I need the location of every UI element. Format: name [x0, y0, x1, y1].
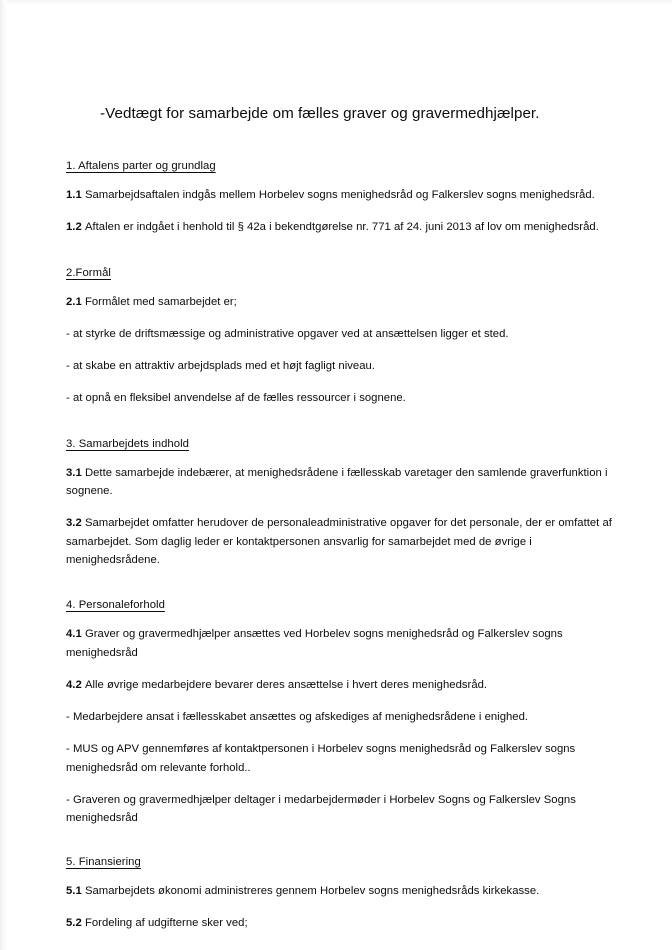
document-section [66, 438, 614, 569]
paragraph [66, 464, 614, 501]
document-section [66, 160, 614, 237]
paragraph-number: 3.1 [66, 466, 85, 479]
bullet-item [66, 325, 614, 343]
paragraph [66, 514, 614, 569]
paragraph-number: 5.1 [66, 884, 85, 897]
section-heading: 5. Finansiering [66, 855, 141, 868]
bullet-text: - at opnå en fleksibel anvendelse af de fælles ressourcer i sognene. [66, 392, 406, 405]
paragraph-number: 4.1 [66, 628, 85, 641]
bullet-text: - at skabe en attraktiv arbejdsplads med et højt fagligt niveau. [66, 360, 375, 373]
paragraph-number: 4.2 [66, 678, 85, 691]
section-heading: 3. Samarbejdets indhold [66, 437, 189, 450]
paragraph [66, 676, 614, 694]
bullet-item [66, 357, 614, 375]
paragraph [66, 293, 614, 311]
bullet-item [66, 791, 614, 828]
document-section [66, 267, 614, 408]
paragraph-text: Samarbejdets økonomi administreres gennem Horbelev sogns menighedsråds kirkekasse. [84, 884, 540, 897]
paragraph-number: 3.2 [66, 517, 85, 530]
bullet-text: - MUS og APV gennemføres af kontaktpersonen i Horbelev sogns menighedsråd og Falkerslev sogns menighedsråd om relevante forhold.. [66, 743, 576, 774]
paragraph-number: 1.1 [66, 189, 85, 201]
paragraph [66, 218, 614, 236]
document-title: -Vedtægt for samarbejde om fælles graver og gravermedhjælper. [100, 105, 540, 122]
paragraph-text: Graver og gravermedhjælper ansættes ved Horbelev sogns menighedsråd og Falkerslev sogns menighedsråd [66, 628, 563, 659]
document-section [66, 856, 614, 933]
paragraph-text: Aftalen er indgået i henhold til § 42a i bekendtgørelse nr. 771 af 24. juni 2013 af lov om menighedsråd. [84, 221, 599, 234]
document-body [66, 160, 614, 932]
paragraph-text: Fordeling af udgifterne sker ved; [84, 916, 248, 929]
paragraph-number: 5.2 [66, 916, 85, 929]
paragraph [66, 186, 614, 204]
bullet-item [66, 740, 614, 777]
paragraph [66, 882, 614, 900]
bullet-text: - Graveren og gravermedhjælper deltager i medarbejdermøder i Horbelev Sogns og Falkerslev Sogns menighedsråd [66, 794, 576, 825]
paragraph-number: 2.1 [66, 295, 85, 308]
document-section [66, 599, 614, 827]
paragraph-text: Formålet med samarbejdet er; [84, 295, 237, 308]
bullet-item [66, 708, 614, 726]
paragraph [66, 625, 614, 662]
paragraph-text: Samarbejdet omfatter herudover de personaleadministrative opgaver for det personale, der er omfattet af samarbejdet. Som daglig leder er kontaktpersonen ansvarlig for samarbejdet med de øvrige i menighedsrådene. [66, 517, 612, 566]
section-heading: 4. Personaleforhold [66, 599, 165, 612]
bullet-text: - Medarbejdere ansat i fællesskabet ansættes og afskediges af menighedsrådene i enighed. [66, 711, 529, 724]
paragraph-number: 1.2 [66, 221, 85, 234]
paragraph-text: Samarbejdsaftalen indgås mellem Horbelev sogns menighedsråd og Falkerslev sogns menighedsråd. [84, 189, 595, 201]
paragraph-text: Alle øvrige medarbejdere bevarer deres ansættelse i hvert deres menighedsråd. [84, 678, 488, 691]
paragraph [66, 914, 614, 932]
bullet-item [66, 389, 614, 407]
section-heading: 2.Formål [66, 266, 111, 279]
bullet-text: - at styrke de driftsmæssige og administrative opgaver ved at ansættelsen ligger et sted. [66, 327, 509, 340]
paragraph-text: Dette samarbejde indebærer, at menighedsrådene i fællesskab varetager den samlende graverfunktion i sognene. [66, 466, 608, 498]
section-heading: 1. Aftalens parter og grundlag [66, 160, 216, 172]
